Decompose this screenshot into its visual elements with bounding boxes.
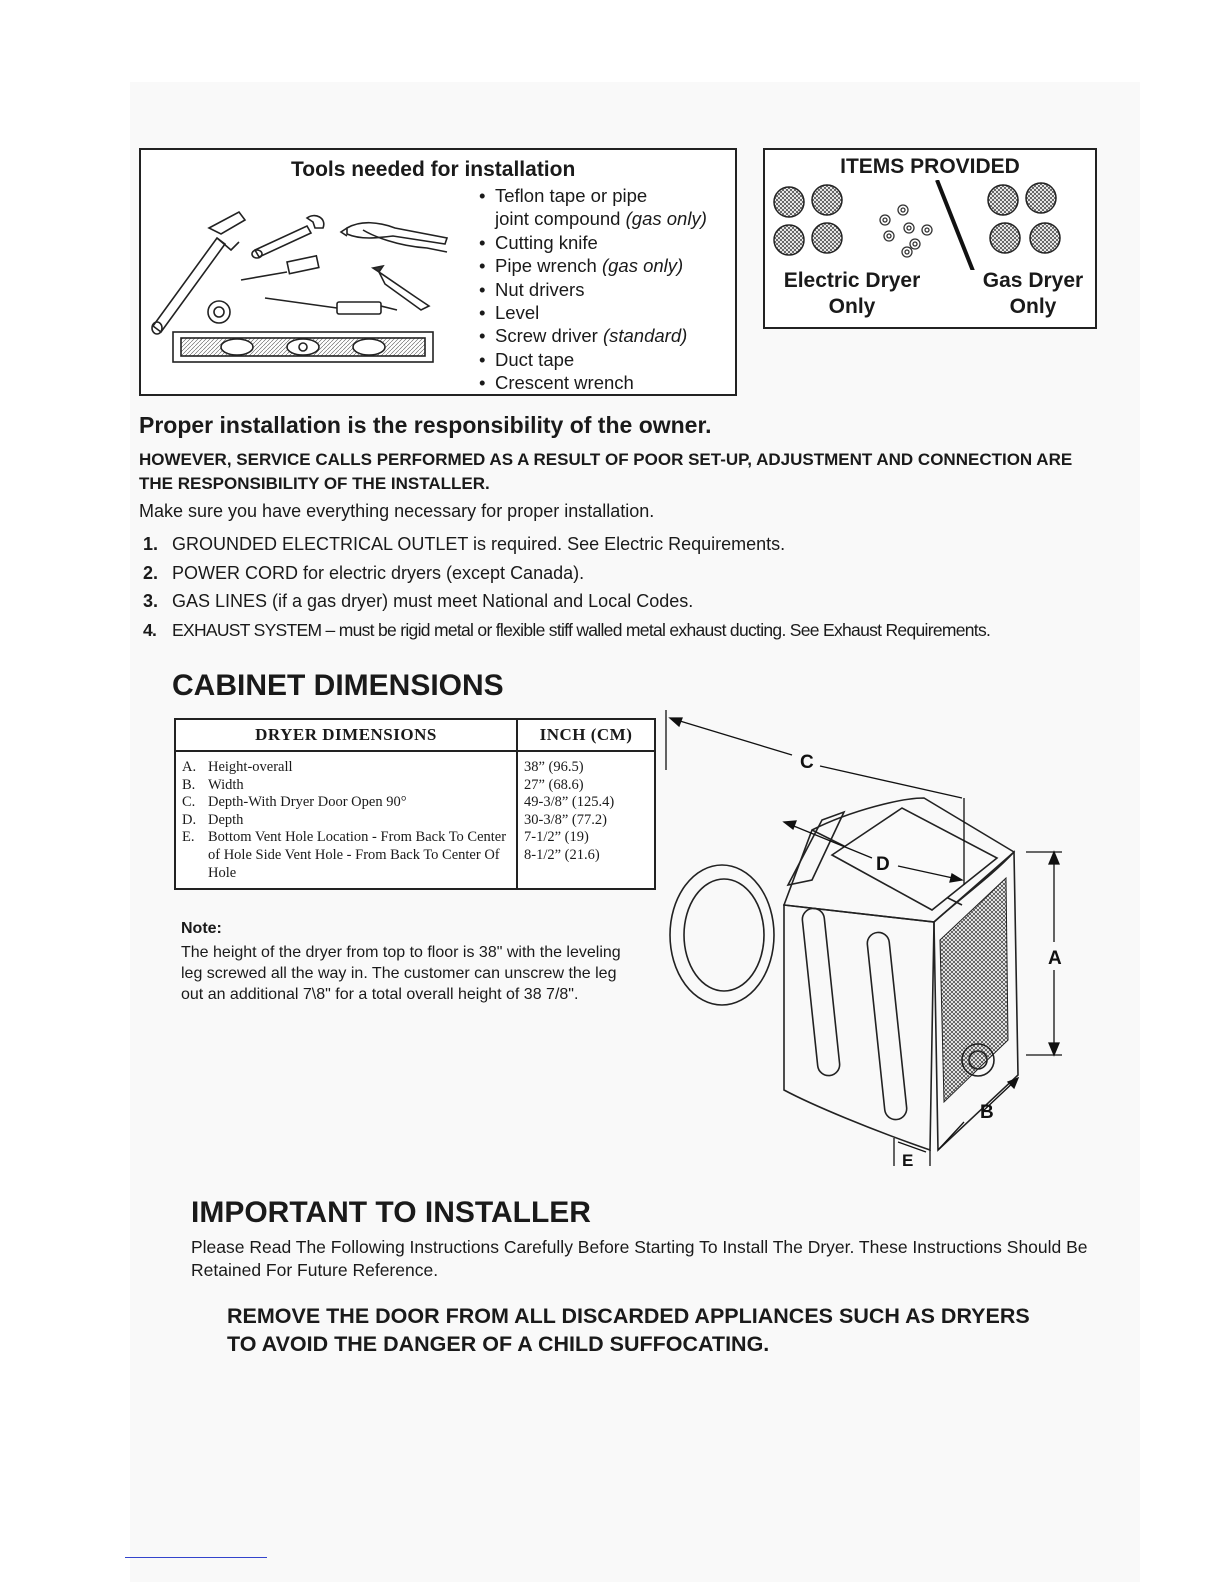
dim-value: 30-3/8” (77.2) — [524, 811, 607, 828]
tool-item: • Teflon tape or pipe — [477, 184, 707, 207]
dryer-door-icon — [670, 865, 774, 1005]
tool-item: • Level — [477, 301, 707, 324]
dryer-cabinet-icon — [784, 905, 934, 1150]
table-row — [175, 751, 655, 889]
requirement-item: 4. EXHAUST SYSTEM – must be rigid metal or flexible stiff walled metal exhaust ducting. See Exhaust Requirements. — [143, 619, 991, 640]
screwdriver-icon — [241, 256, 319, 280]
dim-row-e: E. Bottom Vent Hole Location - From Back To Center of Hole Side Vent Hole - From Back To Center Of Hole — [182, 829, 507, 881]
dimensions-table — [174, 718, 656, 890]
items-provided-box — [763, 148, 1097, 329]
teflon-tape-icon — [208, 301, 230, 323]
tools-title: Tools needed for installation — [291, 158, 576, 181]
dim-value: 49-3/8” (125.4) — [524, 794, 615, 811]
diagram-label-e: E — [902, 1151, 914, 1170]
dim-row-b: B. Width — [182, 776, 244, 793]
tool-item: • Screw driver (standard) — [477, 324, 707, 347]
diagram-label-b: B — [980, 1102, 994, 1123]
diagram-label-d: D — [876, 854, 890, 875]
items-provided-title: ITEMS PROVIDED — [840, 155, 1020, 178]
tool-item: • Pipe wrench (gas only) — [477, 254, 707, 277]
dim-value: 7-1/2” (19) — [524, 829, 589, 846]
dim-value: 8-1/2” (21.6) — [524, 846, 600, 863]
tool-item: • Crescent wrench — [477, 371, 707, 394]
dimension-values — [517, 751, 655, 889]
tool-item: joint compound (gas only) — [495, 208, 707, 230]
diagram-label-a: A — [1048, 948, 1062, 969]
note-text: The height of the dryer from top to floor is 38" with the leveling leg screwed all the way in. The customer can unscrew the leg out an additional 7\8" for a total overall height of 38 7/8". — [181, 944, 621, 1003]
dimension-descriptions — [175, 751, 517, 889]
note-title: Note: — [181, 920, 222, 937]
screw-icon — [880, 205, 932, 257]
foot-pad-icon — [988, 183, 1060, 253]
crescent-wrench-icon — [252, 216, 324, 258]
requirement-item: 3. GAS LINES (if a gas dryer) must meet National and Local Codes. — [143, 591, 694, 611]
tools-box — [139, 148, 737, 396]
service-calls-notice: HOWEVER, SERVICE CALLS PERFORMED AS A RESULT OF POOR SET-UP, ADJUSTMENT AND CONNECTION ARE THE RESPONSIBILITY OF THE INSTALLER. — [139, 450, 1073, 493]
footer-rule — [125, 1557, 267, 1558]
dim-value: 27” (68.6) — [524, 776, 584, 793]
dim-value: 38” (96.5) — [524, 759, 584, 775]
cabinet-dimensions-heading: CABINET DIMENSIONS — [172, 669, 504, 702]
table-header-row — [175, 719, 655, 751]
dim-row-a: A. Height-overall — [182, 759, 293, 775]
tools-illustration — [147, 198, 467, 378]
tool-item: • Nut drivers — [477, 278, 707, 301]
important-installer-heading: IMPORTANT TO INSTALLER — [191, 1196, 591, 1229]
header-inch-cm: INCH (CM) — [517, 719, 655, 751]
make-sure-text: Make sure you have everything necessary for proper installation. — [139, 501, 655, 521]
dryer-dimension-diagram — [662, 710, 1102, 1180]
suffocation-warning: REMOVE THE DOOR FROM ALL DISCARDED APPLIANCES SUCH AS DRYERS TO AVOID THE DANGER OF A CHILD SUFFOCATING. — [227, 1304, 1030, 1356]
foot-pad-icon — [774, 185, 842, 255]
tool-item: • Duct tape — [477, 348, 707, 371]
pipe-wrench-icon — [152, 212, 245, 334]
requirements-list — [143, 530, 990, 644]
important-installer-text: Please Read The Following Instructions Carefully Before Starting To Install The Dryer. These Instructions Should Be Retained For Future Reference. — [191, 1237, 1088, 1280]
electric-dryer-label: Electric Dryer Only — [783, 269, 921, 318]
requirement-item: 1. GROUNDED ELECTRICAL OUTLET is required. See Electric Requirements. — [143, 534, 786, 554]
dim-row-c: C. Depth-With Dryer Door Open 90° — [182, 794, 407, 811]
pliers-icon — [341, 223, 447, 252]
owner-responsibility-heading: Proper installation is the responsibility of the owner. — [139, 412, 712, 438]
tools-list — [477, 184, 707, 395]
tool-item: • Cutting knife — [477, 231, 707, 254]
gas-dryer-label: Gas Dryer Only — [982, 269, 1084, 318]
level-icon — [173, 332, 433, 362]
requirement-item: 2. POWER CORD for electric dryers (except Canada). — [143, 562, 585, 583]
items-illustration — [765, 180, 1095, 270]
dim-row-d: D. Depth — [182, 811, 244, 828]
header-dryer-dimensions: DRYER DIMENSIONS — [175, 719, 517, 751]
screwdriver-long-icon — [265, 298, 397, 314]
divider-slash-icon — [937, 180, 975, 270]
diagram-label-c: C — [800, 752, 814, 773]
